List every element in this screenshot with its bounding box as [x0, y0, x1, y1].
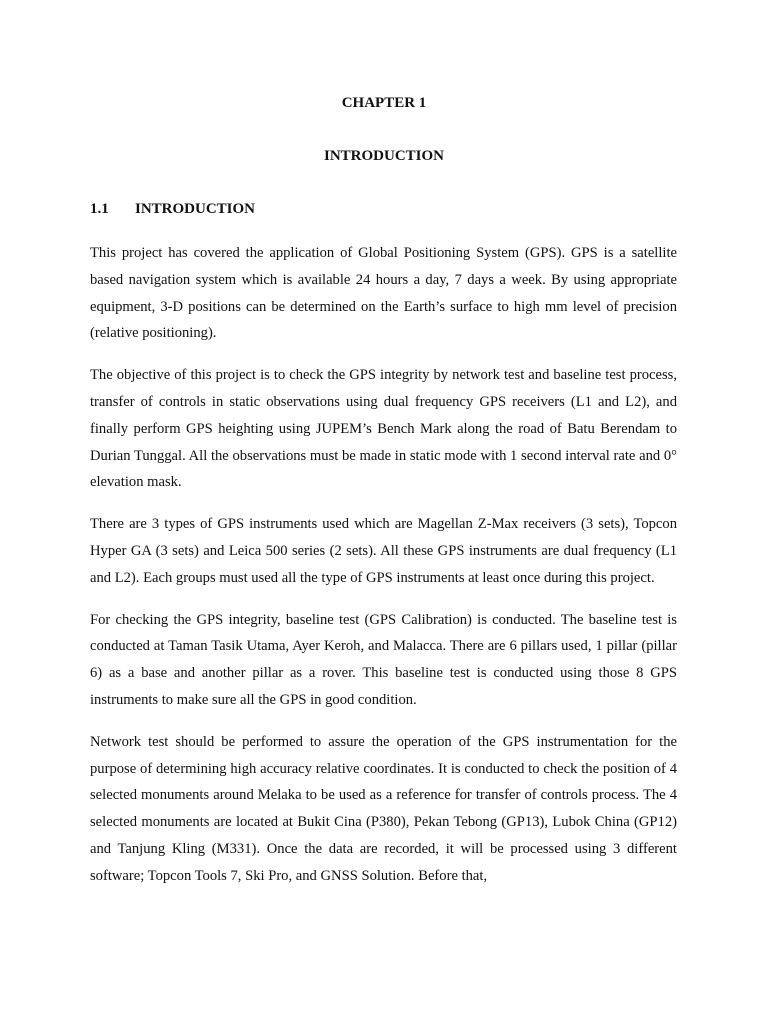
section-number: 1.1 — [90, 201, 109, 217]
paragraph: For checking the GPS integrity, baseline test (GPS Calibration) is conducted. The baseline test is conducted at Taman Tasik Utama, Ayer Keroh, and Malacca. There are 6 pillars used, 1 pillar (pillar 6) as a base and another pillar as a rover. This baseline test is conducted using those 8 GPS instruments to make sure all the GPS in good condition. — [90, 611, 677, 708]
chapter-label: CHAPTER 1 — [341, 95, 427, 111]
section-heading — [90, 199, 255, 219]
paragraph: The objective of this project is to check the GPS integrity by network test and baseline test process, transfer of controls in static observations using dual frequency GPS receivers (L1 and L2), and finally perform GPS heighting using JUPEM’s Bench Mark along the road of Batu Berendam to Durian Tunggal. All the observations must be made in static mode with 1 second interval rate and 0° elevation mask. — [90, 367, 677, 491]
chapter-title: INTRODUCTION — [323, 148, 444, 164]
paragraph: This project has covered the application of Global Positioning System (GPS). GPS is a satellite based navigation system which is available 24 hours a day, 7 days a week. By using appropriate equipment, 3-D positions can be determined on the Earth’s surface to high mm level of precision (relative positioning). — [90, 245, 677, 342]
body-text — [90, 240, 677, 905]
section-title: INTRODUCTION — [135, 201, 256, 217]
paragraph: Network test should be performed to assure the operation of the GPS instrumentation for the purpose of determining high accuracy relative coordinates. It is conducted to check the position of 4 selected monuments around Melaka to be used as a reference for transfer of controls process. The 4 selected monuments are located at Bukit Cina (P380), Pekan Tebong (GP13), Lubok China (GP12) and Tanjung Kling (M331). Once the data are recorded, it will be processed using 3 different software; Topcon Tools 7, Ski Pro, and GNSS Solution. Before that, — [90, 733, 677, 884]
paragraph: There are 3 types of GPS instruments used which are Magellan Z-Max receivers (3 sets), Topcon Hyper GA (3 sets) and Leica 500 series (2 sets). All these GPS instruments are dual frequency (L1 and L2). Each groups must used all the type of GPS instruments at least once during this project. — [90, 516, 677, 586]
